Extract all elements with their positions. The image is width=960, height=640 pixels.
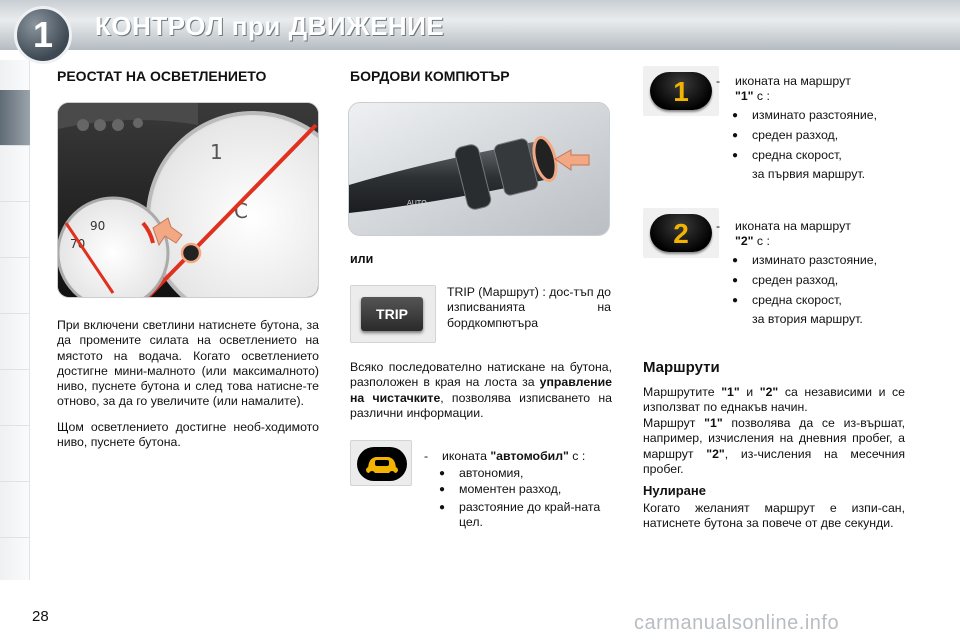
route-1-note: за първия маршрут. (752, 167, 866, 182)
section-tab[interactable] (0, 146, 30, 202)
svg-text:AUTO: AUTO (407, 199, 427, 207)
route-2-name: "2" (735, 234, 754, 249)
stalk-text-part: Всяко последователно натискане на бутона, разположен в края на лоста за (350, 360, 612, 390)
route-2-suffix: с : (753, 234, 770, 249)
route-2-note: за втория маршрут. (752, 312, 863, 327)
rheostat-paragraph-1: При включени светлини натиснете бутона, за да промените силата на осветлението на мястото на водача. Когато осветлението достигне мини-малното (или максималното) ниво, пуснете бутона и след това натисне-те отново, за да го увеличите (или намалите). (57, 318, 319, 409)
watermark: carmanualsonline.info (634, 612, 840, 634)
text-bold: "2" (706, 446, 725, 461)
list-item: ● среден разход, (730, 273, 910, 289)
car-icon-prefix: иконата (442, 449, 491, 463)
route-1-list (730, 108, 910, 183)
route-2-icon-box (643, 208, 719, 258)
route-2-list (730, 253, 910, 328)
route-1-line: иконата на маршрут (735, 74, 851, 88)
stalk-text-part: , позволява изписването на различни информации. (350, 390, 612, 420)
section-tab[interactable] (0, 314, 30, 370)
route-1-icon-label: 1 (673, 76, 689, 107)
list-item: ● автономия, (437, 466, 612, 482)
routes-paragraph-2 (643, 416, 905, 477)
trip-computer-heading: БОРДОВИ КОМПЮТЪР (350, 68, 510, 84)
text-bold: "1" (704, 416, 723, 430)
wiper-stalk-photo (348, 102, 610, 236)
car-icon-box (350, 440, 412, 486)
text-part: позволява да се из-вършат, например, изчисления на дневния пробег, а маршрут (643, 416, 905, 461)
section-tab[interactable] (0, 258, 30, 314)
car-icon-suffix: с : (568, 449, 586, 463)
route-2-icon (650, 214, 712, 252)
trip-button[interactable]: TRIP (361, 297, 423, 331)
text-bold: "2" (759, 385, 779, 399)
reset-paragraph: Когато желаният маршрут е изпи-сан, натиснете бутона за повече от две секунди. (643, 501, 905, 531)
text-part: са независими и се използват по еднакъв начин. (643, 385, 906, 415)
route-1-icon-box (643, 66, 719, 116)
trip-description: TRIP (Маршрут) : дос-тъп до изписванията на бордкомпютъра (447, 285, 611, 330)
route-1-dash: - (716, 74, 721, 88)
section-tab[interactable] (0, 426, 30, 482)
text-part: и (739, 385, 760, 399)
routes-paragraph-1 (643, 385, 905, 416)
section-tabs (0, 60, 30, 580)
car-icon-text (442, 449, 585, 464)
svg-text:C: C (234, 199, 248, 223)
text-part: Маршрут (643, 416, 705, 430)
rheostat-paragraph-2: Щом осветлението достигне необ-ходимото ниво, пуснете бутона. (57, 420, 319, 450)
svg-text:70: 70 (70, 237, 86, 251)
list-item: ● средна скорост, (730, 293, 910, 309)
or-label: или (350, 252, 374, 266)
car-icon (351, 441, 413, 487)
route-1-text (735, 74, 904, 105)
wiper-stalk-illustration (349, 103, 610, 236)
stalk-text-bold: управление на чистачките (350, 375, 612, 405)
reset-heading: Нулиране (643, 483, 706, 498)
route-2-dash: - (716, 219, 721, 233)
instrument-cluster-illustration (58, 103, 319, 298)
routes-heading: Маршрути (643, 359, 720, 376)
car-icon-dash: - (424, 449, 429, 463)
route-1-suffix: с : (753, 89, 770, 104)
list-item: ● изминато разстояние, (730, 108, 910, 124)
instrument-cluster-photo (57, 102, 319, 298)
text-part: Маршрутите (643, 385, 722, 399)
list-item: ● разстояние до край-ната цел. (437, 500, 612, 532)
trip-button-image (350, 285, 436, 343)
section-tab[interactable] (0, 202, 30, 258)
route-1-name: "1" (735, 89, 754, 104)
svg-text:1: 1 (210, 140, 223, 164)
page-title: КОНТРОЛ при ДВИЖЕНИЕ (95, 11, 445, 41)
car-icon-name: "автомобил" (490, 449, 569, 463)
page-number: 28 (32, 608, 49, 625)
list-item: ● средна скорост, (730, 148, 910, 164)
route-2-line: иконата на маршрут (735, 219, 851, 233)
list-item: ● моментен разход, (437, 482, 612, 498)
route-2-text (735, 219, 904, 250)
list-item: ● среден разход, (730, 128, 910, 144)
section-tab[interactable] (0, 482, 30, 538)
route-2-icon-label: 2 (673, 218, 689, 249)
section-tab-active[interactable] (0, 90, 30, 146)
rheostat-heading: РЕОСТАТ НА ОСВЕТЛЕНИЕТО (57, 68, 267, 84)
chapter-badge: 1 (14, 6, 72, 64)
section-tab[interactable] (0, 370, 30, 426)
car-icon-list (437, 466, 612, 531)
text-part: , из-числения на месечния пробег. (643, 446, 905, 476)
stalk-description (350, 360, 612, 421)
route-1-icon (650, 72, 712, 110)
list-item: ● изминато разстояние, (730, 253, 910, 269)
svg-text:90: 90 (90, 219, 106, 233)
text-bold: "1" (721, 385, 740, 399)
